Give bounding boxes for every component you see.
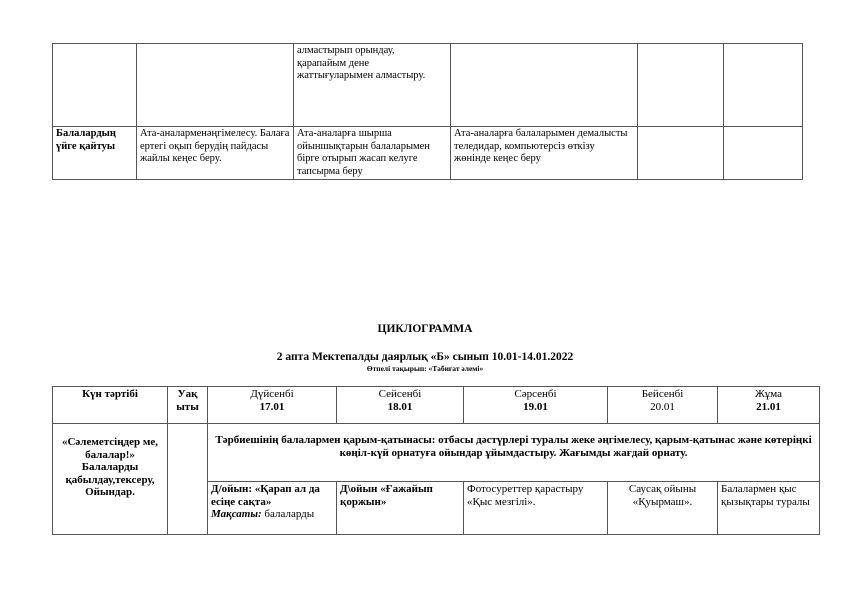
- table-header-row: [53, 387, 820, 424]
- header-friday: [718, 387, 820, 424]
- table-cell-mon-activity: [208, 482, 337, 535]
- goal-text: балаларды: [261, 508, 315, 520]
- row-label-going-home: Балалардың үйге қайтуы: [53, 127, 137, 180]
- table-row: [53, 44, 803, 127]
- table-cell: [137, 44, 294, 127]
- day-name: Дүйсенбі: [250, 388, 294, 400]
- merged-activity-description: Тәрбиешінің балалармен қарым-қатынасы: отбасы дәстүрлері туралы жеке әңгімелесу, қарым-қатынас және көтеріңкі көңіл-күй орнатуға ойындар ұйымдастыру. Жағымды жағдай орнату.: [208, 424, 820, 482]
- table-cell: [638, 44, 724, 127]
- table-cell-wed: Ата-аналарға балаларымен демалысты теледидар, компьютерсіз өткізу жөнінде кеңес беру: [451, 127, 638, 180]
- day-name: Жұма: [754, 388, 783, 400]
- table-row: [53, 424, 820, 482]
- table-cell-time: [168, 424, 208, 535]
- day-date: 17.01: [259, 400, 285, 413]
- header-time: Уақ ыты: [168, 387, 208, 424]
- cyclogram-title: ЦИКЛОГРАММА: [377, 323, 473, 335]
- previous-schedule-table: [52, 43, 803, 180]
- cyclogram-topic: Өтпелі тақырып: «Табиғат әлемі»: [366, 364, 484, 373]
- table-cell: [53, 44, 137, 127]
- goal-label: Мақсаты:: [211, 508, 262, 520]
- row-label-greeting: «Сәлеметсіңдер ме, балалар!» Балаларды қабылдау,тексеру, Ойындар.: [53, 424, 168, 535]
- day-name: Бейсенбі: [641, 388, 684, 400]
- day-date: 20.01: [650, 400, 675, 413]
- table-cell-tue: Ата-аналарға шырша ойыншықтарын балаларымен бірге отырып жасап келуге тапсырма беру: [294, 127, 451, 180]
- table-cell: [724, 44, 803, 127]
- cyclogram-subtitle: 2 апта Мектепалды даярлық «Б» сынып 10.01-14.01.2022: [276, 351, 574, 363]
- table-cell-fri-activity: Балалармен қыс қызықтары туралы: [718, 482, 820, 535]
- header-wednesday: [464, 387, 608, 424]
- day-date: 19.01: [523, 400, 548, 413]
- table-cell-wed-activity: Фотосуреттер қарастыру «Қыс мезгілі».: [464, 482, 608, 535]
- table-cell-mon: Ата-аналарменәңгімелесу. Балаға ертегі оқып берудің пайдасы жайлы кеңес беру.: [137, 127, 294, 180]
- day-name: Сәрсенбі: [514, 388, 557, 400]
- header-routine: Күн тәртібі: [53, 387, 168, 424]
- header-monday: [208, 387, 337, 424]
- cyclogram-table: [52, 386, 820, 535]
- day-date: 21.01: [756, 400, 781, 413]
- table-cell: [724, 127, 803, 180]
- activity-title: Д/ойын: «Қарап ал да есіңе сақта»: [211, 483, 320, 508]
- cell-line: қарапайым дене: [297, 57, 370, 69]
- table-cell: [451, 44, 638, 127]
- cell-line: алмастырып орындау,: [297, 45, 395, 56]
- table-cell: [638, 127, 724, 180]
- cell-line: жаттығуларымен алмастыру.: [297, 70, 426, 81]
- day-date: 18.01: [387, 400, 413, 413]
- day-name: Сейсенбі: [378, 388, 422, 400]
- table-cell-thu-activity: Саусақ ойыны «Қуырмаш».: [608, 482, 718, 535]
- table-cell-tue-activity: Д\ойын «Ғажайып қоржын»: [337, 482, 464, 535]
- table-cell-activity: [294, 44, 451, 127]
- header-tuesday: [337, 387, 464, 424]
- table-row: [53, 127, 803, 180]
- header-thursday: [608, 387, 718, 424]
